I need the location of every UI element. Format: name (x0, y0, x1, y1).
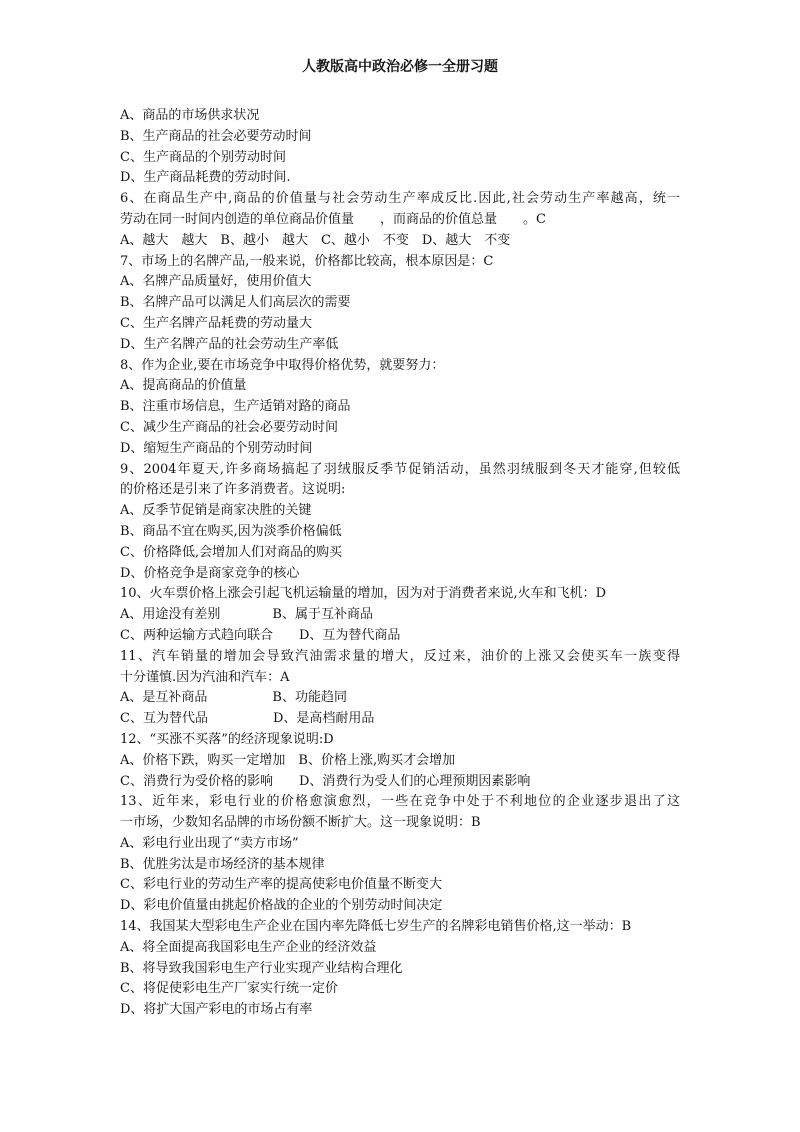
text-line: 的价格还是引来了许多消费者。这说明: (120, 482, 346, 498)
text-line: A、商品的市场供求状况 (120, 108, 260, 123)
text-line: A、是互补商品 B、功能趋同 (120, 690, 347, 706)
text-line: C、生产商品的个别劳动时间 (120, 149, 286, 165)
text-line: 9、2004年夏天,许多商场搞起了羽绒服反季节促销活动，虽然羽绒服到冬天才能穿,但较低 (120, 461, 680, 477)
text-line: 十分谨慎.因为汽油和汽车：A (120, 669, 290, 685)
text-line: C、生产名牌产品耗费的劳动量大 (120, 315, 312, 331)
text-line: 14、我国某大型彩电生产企业在国内率先降低七岁生产的名牌彩电销售价格,这一举动：B (120, 919, 632, 935)
text-line: C、彩电行业的劳动生产率的提高使彩电价值量不断变大 (120, 877, 442, 893)
text-line: A、名牌产品质量好，使用价值大 (120, 274, 312, 290)
text-line: B、注重市场信息，生产适销对路的商品 (120, 399, 351, 415)
text-line: A、将全面提高我国彩电生产企业的经济效益 (120, 939, 377, 955)
text-line: C、将促使彩电生产厂家实行统一定价 (120, 981, 338, 997)
question-text (120, 106, 680, 1021)
text-line: 一市场，少数知名品牌的市场份额不断扩大。这一现象说明：B (120, 815, 481, 831)
text-line: 10、火车票价格上涨会引起飞机运输量的增加，因为对于消费者来说,火车和飞机：D (120, 586, 607, 602)
text-line: D、生产商品耗费的劳动时间. (120, 170, 291, 186)
text-line: C、消费行为受价格的影响 D、消费行为受人们的心理预期因素影响 (120, 773, 531, 789)
text-line: A、越大 越大 B、越小 越大 C、越小 不变 D、越大 不变 (120, 232, 511, 248)
text-line: 11、汽车销量的增加会导致汽油需求量的增大，反过来，油价的上涨又会使买车一族变得 (120, 648, 680, 664)
text-line: 13、近年来，彩电行业的价格愈演愈烈，一些在竞争中处于不利地位的企业逐步退出了这 (120, 794, 680, 810)
text-line: 12、“买涨不买落”的经济现象说明:D (120, 731, 334, 747)
text-line: C、减少生产商品的社会必要劳动时间 (120, 419, 338, 435)
text-line: 6、在商品生产中,商品的价值量与社会劳动生产率成反比.因此,社会劳动生产率越高，统一 (120, 191, 680, 207)
text-line: 7、市场上的名牌产品,一般来说，价格都比较高，根本原因是：C (120, 253, 494, 269)
text-line: B、将导致我国彩电生产行业实现产业结构合理化 (120, 960, 403, 976)
text-line: D、缩短生产商品的个别劳动时间 (120, 440, 313, 456)
page-title: 人教版高中政治必修一全册习题 (302, 59, 498, 75)
text-line: 8、作为企业,要在市场竞争中取得价格优势，就要努力： (120, 357, 445, 373)
text-line: A、反季节促销是商家决胜的关键 (120, 503, 312, 519)
text-line: B、名牌产品可以满足人们高层次的需要 (120, 295, 351, 311)
text-line: D、彩电价值量由挑起价格战的企业的个别劳动时间决定 (120, 898, 443, 914)
text-line: C、价格降低,会增加人们对商品的购买 (120, 544, 343, 560)
text-line: C、两种运输方式趋向联合 D、互为替代商品 (120, 627, 401, 643)
text-line: A、用途没有差别 B、属于互补商品 (120, 607, 373, 623)
text-line: A、价格下跌，购买一定增加 B、价格上涨,购买才会增加 (120, 752, 456, 768)
text-line: 劳动在同一时间内创造的单位商品价值量 ，而商品的价值总量 。C (120, 211, 546, 227)
text-line: B、商品不宜在购买,因为淡季价格偏低 (120, 523, 342, 539)
text-line: D、将扩大国产彩电的市场占有率 (120, 1002, 313, 1018)
text-line: A、提高商品的价值量 (120, 378, 247, 394)
text-line: D、生产名牌产品的社会劳动生产率低 (120, 336, 339, 352)
text-line: B、优胜劣汰是市场经济的基本规律 (120, 856, 325, 872)
text-line: B、生产商品的社会必要劳动时间 (120, 128, 312, 144)
text-line: C、互为替代品 D、是高档耐用品 (120, 711, 375, 727)
text-line: A、彩电行业出现了“卖方市场” (120, 835, 299, 851)
text-line: D、价格竞争是商家竞争的核心 (120, 565, 300, 581)
